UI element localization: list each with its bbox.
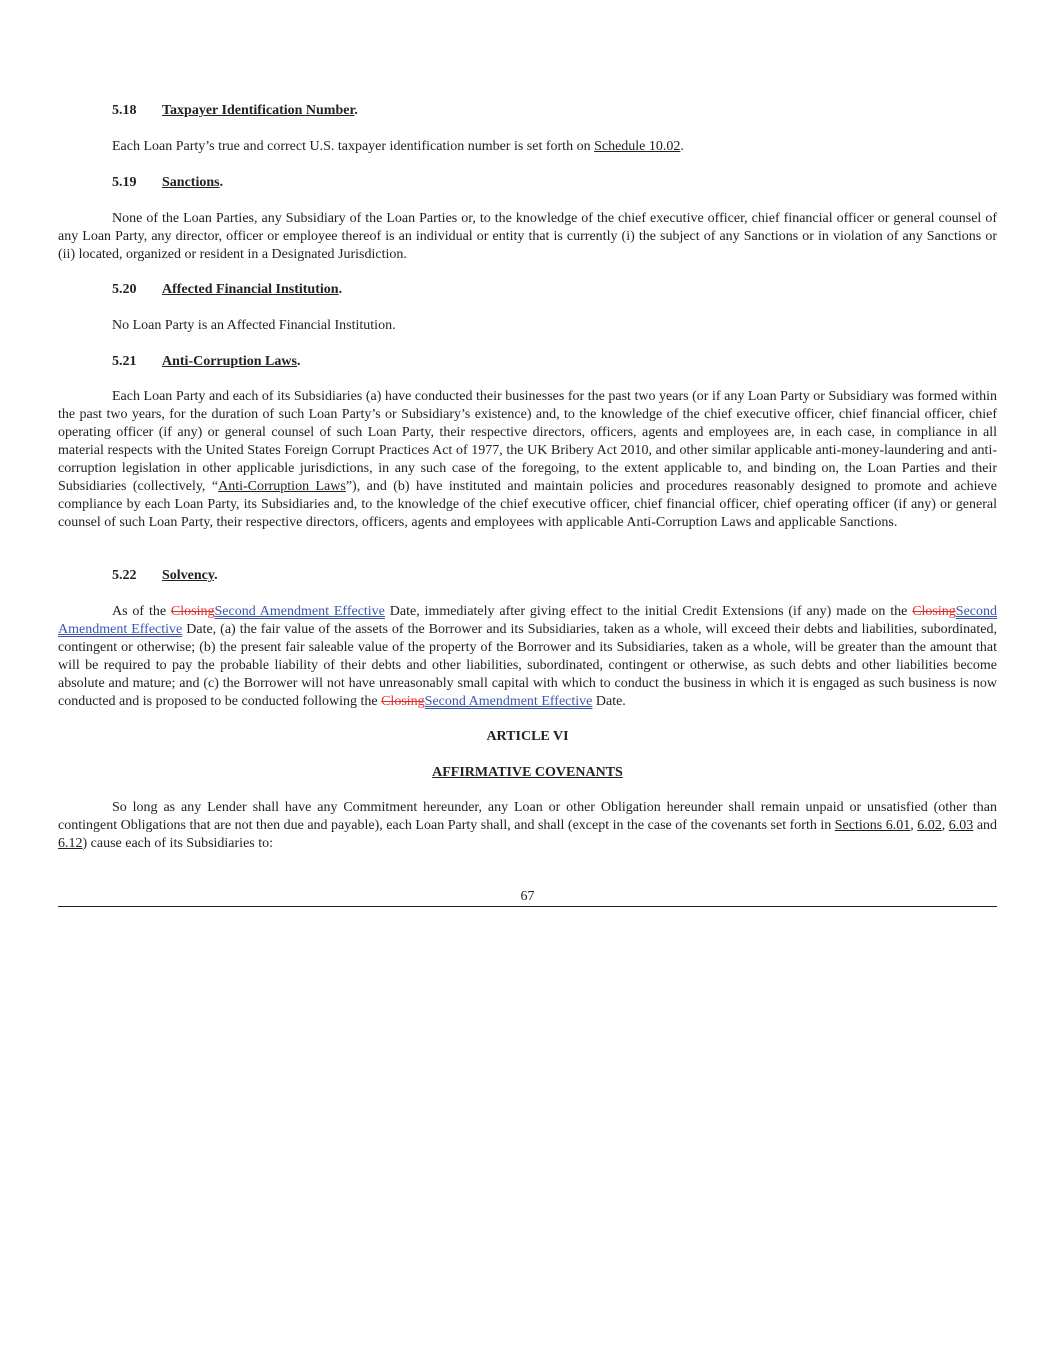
footer-rule <box>58 906 997 907</box>
section-5-18-heading: 5.18 Taxpayer Identification Number. <box>112 103 358 118</box>
section-5-18-body: Each Loan Party’s true and correct U.S. taxpayer identification number is set forth on Schedule 10.02. <box>112 139 684 154</box>
deleted-text: Closing <box>381 694 425 709</box>
section-reference: Sections 6.01 <box>834 818 911 833</box>
section-5-22-heading: 5.22 Solvency. <box>112 568 218 583</box>
deleted-text: Closing <box>912 604 956 619</box>
section-title: Anti-Corruption Laws <box>162 354 297 369</box>
schedule-reference: Schedule 10.02 <box>594 139 681 154</box>
section-title: Solvency <box>162 568 215 583</box>
section-5-20-body: No Loan Party is an Affected Financial Institution. <box>112 318 396 333</box>
section-5-19-body: None of the Loan Parties, any Subsidiary of the Loan Parties or, to the knowledge of the chief executive officer, chief financial officer or general counsel of any Loan Party, any director, officer or employee thereof is an individual or entity that is currently (i) the subject of any Sanctions or in violation of any Sanctions or (ii) located, organized or resident in a Designated Jurisdiction. <box>58 211 997 262</box>
page-number: 67 <box>520 889 535 904</box>
inserted-text: Second Amendment Effective <box>214 604 385 619</box>
section-5-19-heading: 5.19 Sanctions. <box>112 175 224 190</box>
section-reference: 6.03 <box>948 818 974 833</box>
deleted-text: Closing <box>170 604 215 619</box>
article-number: ARTICLE VI <box>486 729 569 744</box>
section-reference: 6.02 <box>917 818 942 833</box>
article-intro-paragraph: So long as any Lender shall have any Commitment hereunder, any Loan or other Obligation hereunder shall remain unpaid or unsatisfied (other than contingent Obligations that are not then due and payable), each Loan Party shall, and shall (except in the case of the covenants set forth in Sections 6.01, 6.02, 6.03 and 6.12) cause each of its Subsidiaries to: <box>58 800 998 851</box>
section-5-21-heading: 5.21 Anti-Corruption Laws. <box>112 354 301 369</box>
section-5-20-heading: 5.20 Affected Financial Institution. <box>112 282 343 297</box>
section-reference: 6.12 <box>58 836 83 851</box>
section-5-22-body: As of the ClosingSecond Amendment Effective Date, immediately after giving effect to the initial Credit Extensions (if any) made on the ClosingSecond Amendment Effective Date, (a) the fair value of the assets of the Borrower and its Subsidiaries, taken as a whole, will exceed their debts and liabilities, subordinated, contingent or otherwise; (b) the present fair saleable value of the property of the Borrower and its Subsidiaries, taken as a whole, will be greater than the amount that will be required to pay the probable liability of their debts and other liabilities, subordinated, contingent or otherwise, as such debts and other liabilities become absolute and mature; and (c) the Borrower will not have unreasonably small capital with which to conduct the business in which it is engaged as such business is now conducted and is proposed to be conducted following the ClosingSecond Amendment Effective Date. <box>58 604 997 709</box>
section-5-21-body: Each Loan Party and each of its Subsidiaries (a) have conducted their businesses for the past two years (or if any Loan Party or Subsidiary was formed within the past two years, for the duration of such Loan Party’s or Subsidiary’s existence) and, to the knowledge of the chief executive officer, chief financial officer, chief operating officer (if any) or general counsel of such Loan Party, their respective directors, officers, agents and employees are, in each case, in compliance in all material respects with the United States Foreign Corrupt Practices Act of 1977, the UK Bribery Act 2010, and other similar applicable anti-money-laundering and anti-corruption legislation in other applicable jurisdictions, in any such case of the foregoing, to the extent applicable to, and binding on, the Loan Parties and their Subsidiaries (collectively, “Anti-Corruption Laws”), and (b) have instituted and maintain policies and procedures reasonably designed to promote and achieve compliance by each Loan Party, its Subsidiaries and, to the knowledge of the chief executive officer, chief financial officer, chief operating officer (if any) or general counsel of such Loan Party, their respective directors, officers, agents and employees with applicable Anti-Corruption Laws and applicable Sanctions. <box>58 389 997 530</box>
inserted-text: Second Amendment Effective <box>58 604 997 637</box>
section-title: Sanctions <box>162 175 220 190</box>
article-title: AFFIRMATIVE COVENANTS <box>432 765 623 780</box>
defined-term: Anti-Corruption Laws <box>218 479 346 494</box>
inserted-text: Second Amendment Effective <box>424 694 593 709</box>
section-title: Affected Financial Institution <box>162 282 339 297</box>
section-title: Taxpayer Identification Number <box>162 103 355 118</box>
